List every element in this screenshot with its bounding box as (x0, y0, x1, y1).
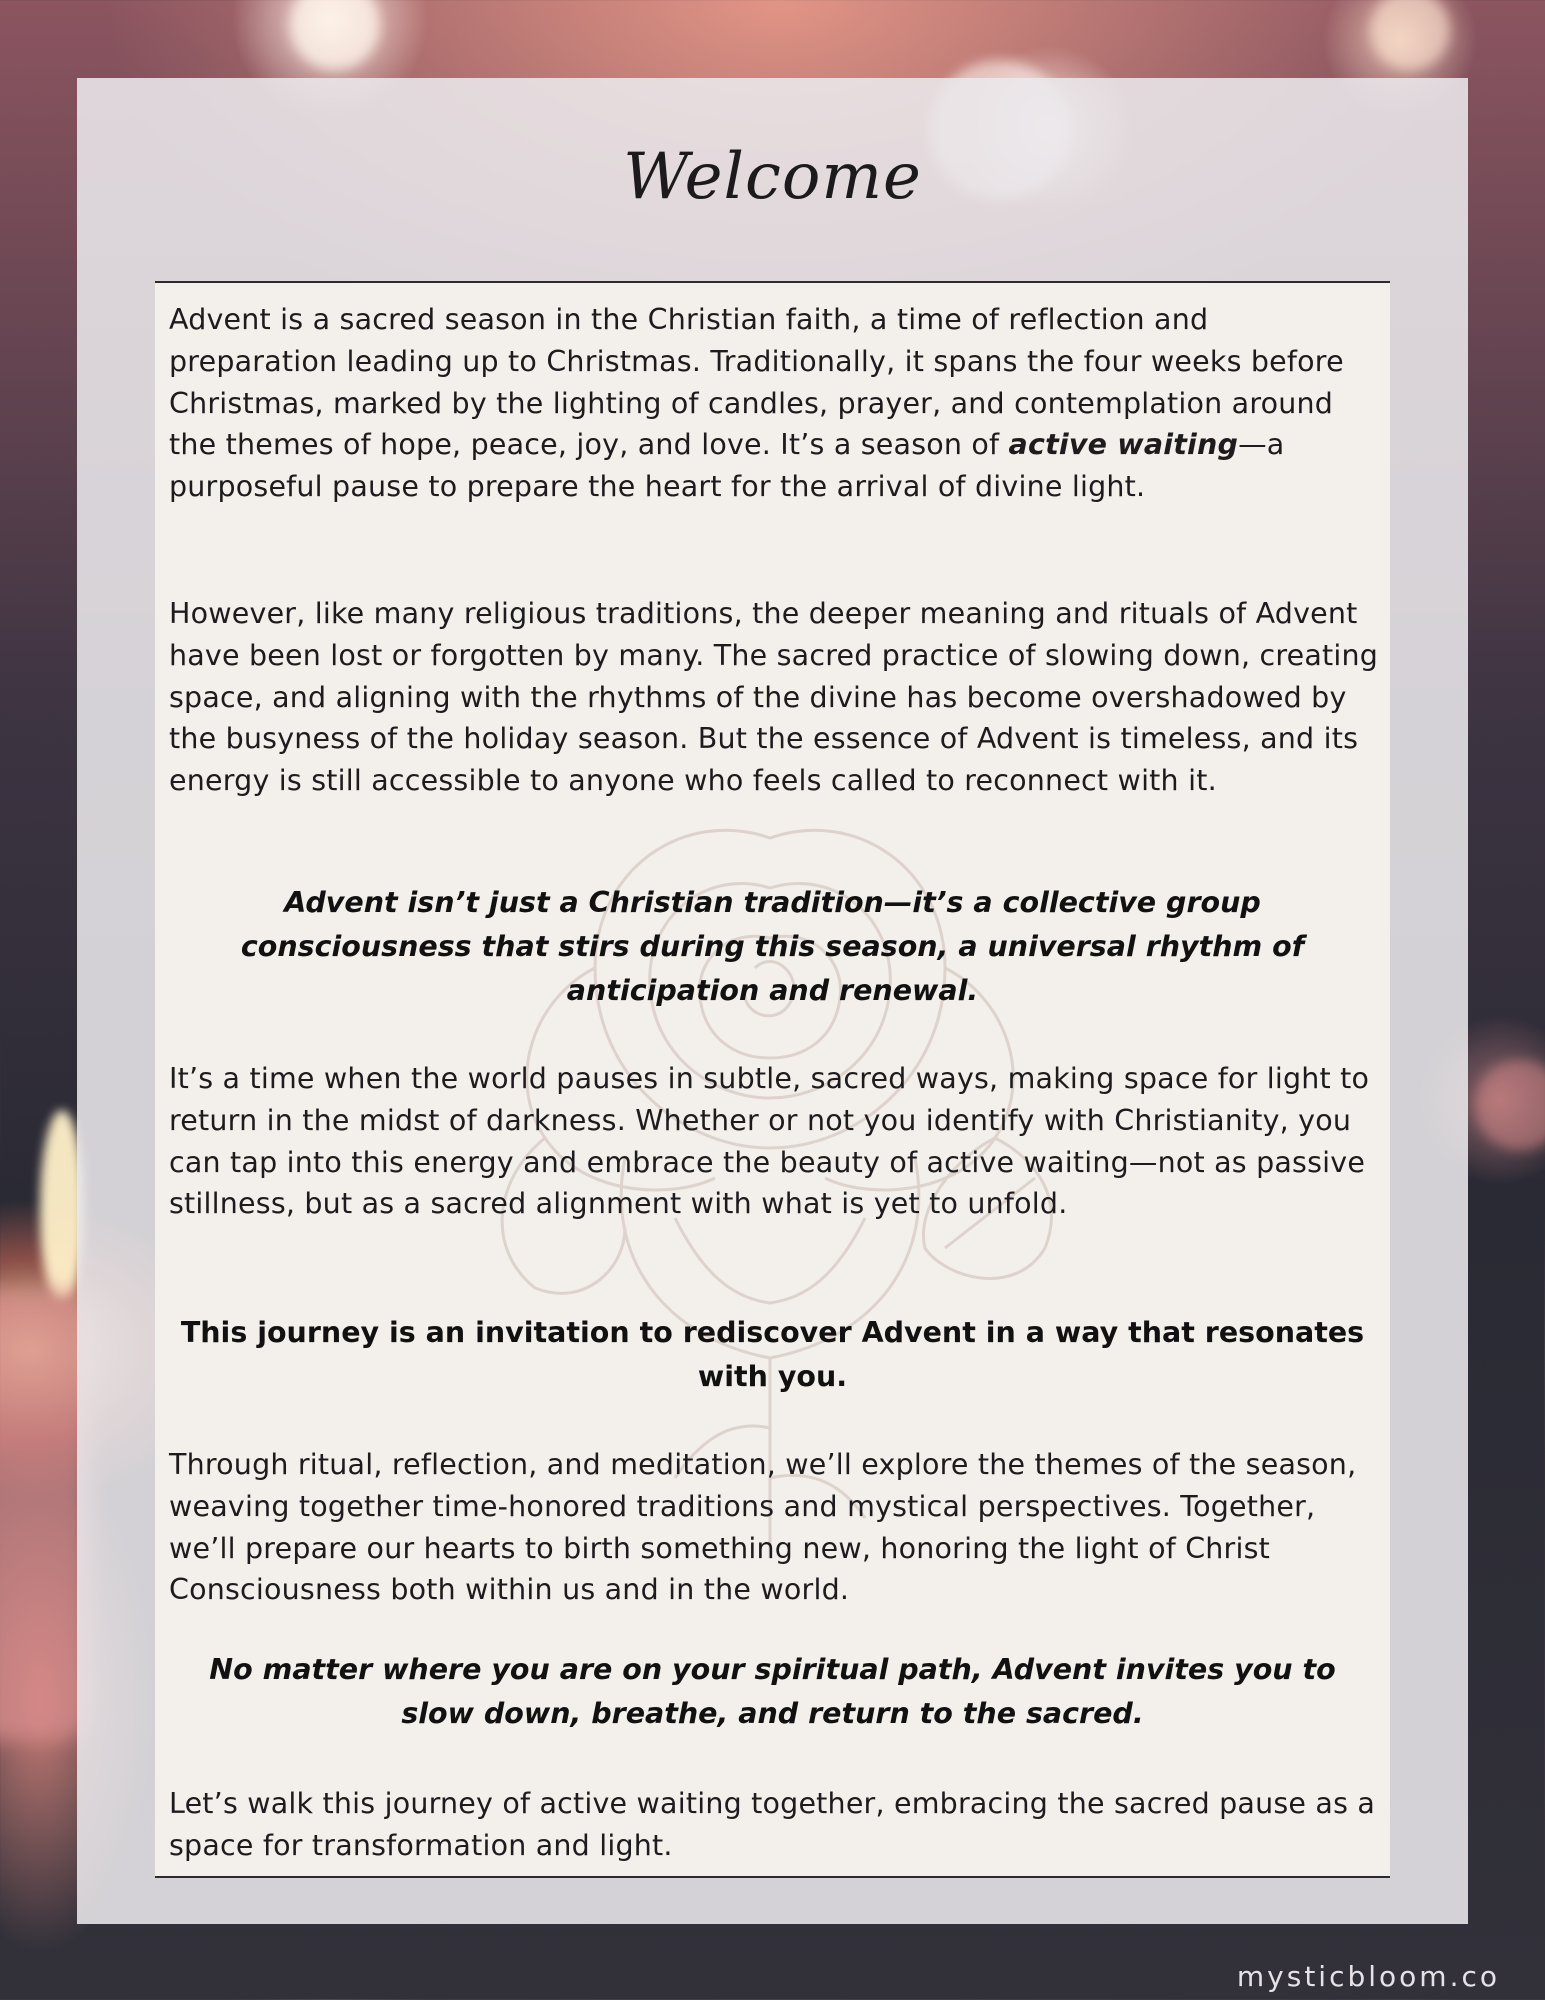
bokeh-light (1475, 1060, 1545, 1150)
intro-paragraph-text: Advent is a sacred season in the Christian faith, a time of reflection and preparation leading up to Christmas. Traditionally, it spans the four weeks before Christmas, marked by the lighting of candles, prayer, and contemplation around the themes of hope, peace, joy, and love. It’s a season of (169, 303, 1344, 462)
intro-paragraph-end: —a purposeful pause to prepare the heart for the arrival of divine light. (169, 428, 1285, 504)
world-pauses-paragraph: It’s a time when the world pauses in subtle, sacred ways, making space for light to return in the midst of darkness. Whether or not you identify with Christianity, you can tap into this energy and embrace the beauty of active waiting—not as passive stillness, but as a sacred alignment with what is yet to unfold. (169, 1062, 1370, 1221)
content-card (155, 281, 1390, 1878)
bokeh-light (290, 0, 380, 70)
traditions-paragraph: However, like many religious traditions, the deeper meaning and rituals of Advent have been lost or forgotten by many. The sacred practice of slowing down, creating space, and aligning with the rhythms of the divine has become overshadowed by the busyness of the holiday season. But the essence of Advent is timeless, and its energy is still accessible to anyone who feels called to reconnect with it. (169, 597, 1379, 798)
ritual-paragraph: Through ritual, reflection, and meditation, we’ll explore the themes of the season, weaving together time-honored traditions and mystical perspectives. Together, we’ll prepare our hearts to birth something new, honoring the light of Christ Consciousness both within us and in the world. (169, 1448, 1357, 1607)
page-title: Welcome (623, 140, 922, 214)
closing-paragraph: Let’s walk this journey of active waiting together, embracing the sacred pause as a space for transformation and light. (169, 1787, 1376, 1862)
bokeh-light (1370, 0, 1450, 70)
intro-paragraph (169, 299, 1379, 508)
collective-quote: Advent isn’t just a Christian tradition—it’s a collective group consciousness that stirs during this season, a universal rhythm of anticipation and renewal. (240, 886, 1305, 1007)
invitation-quote: This journey is an invitation to rediscover Advent in a way that resonates with you. (180, 1316, 1365, 1393)
active-waiting-emphasis: active waiting (1008, 428, 1239, 462)
website-footer: mysticbloom.co (1236, 1960, 1500, 1993)
spiritual-path-quote: No matter where you are on your spiritual path, Advent invites you to slow down, breathe, and return to the sacred. (209, 1653, 1336, 1730)
